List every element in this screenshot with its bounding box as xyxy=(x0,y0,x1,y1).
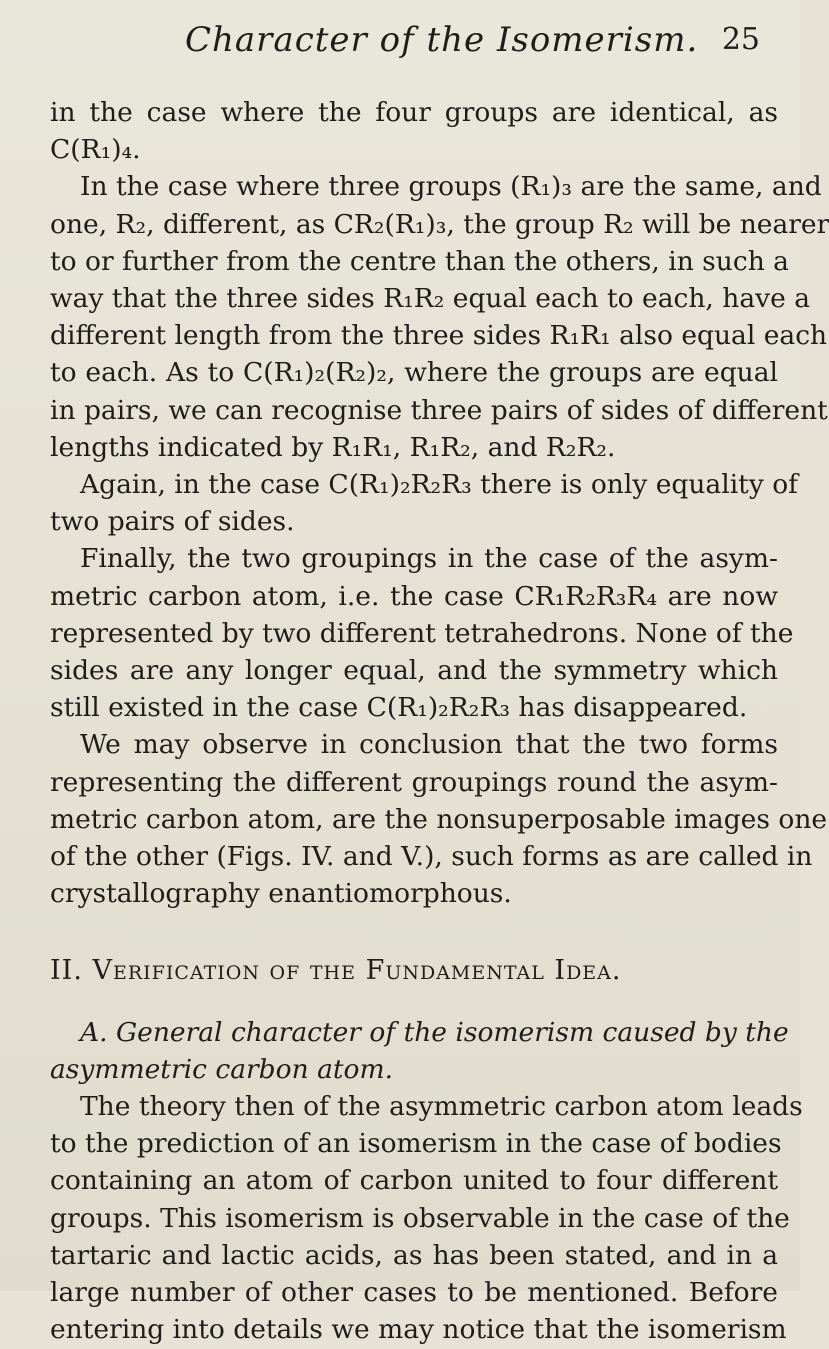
section-heading: II. Verification of the Fundamental Idea. xyxy=(50,955,622,987)
page-number: 25 xyxy=(721,22,760,57)
text-line: different length from the three sides R₁R₁ also equal each xyxy=(50,320,828,352)
running-head-title: Character of the Isomerism. xyxy=(185,20,699,60)
text-line: metric carbon atom, i.e. the case CR₁R₂R₃R₄ are now xyxy=(50,580,778,612)
text-line: way that the three sides R₁R₂ equal each to each, have a xyxy=(50,283,811,315)
text-line: to or further from the centre than the others, in such a xyxy=(50,245,789,277)
text-line: groups. This isomerism is observable in the case of the xyxy=(50,1202,790,1234)
text-line: We may observe in conclusion that the two forms xyxy=(80,729,778,761)
text-line: to the prediction of an isomerism in the case of bodies xyxy=(50,1128,782,1160)
text-line: The theory then of the asymmetric carbon atom leads xyxy=(80,1091,803,1123)
text-line: lengths indicated by R₁R₁, R₁R₂, and R₂R₂. xyxy=(50,431,616,463)
text-line: to each. As to C(R₁)₂(R₂)₂, where the groups are equal xyxy=(50,357,778,389)
subsection-heading: A. General character of the isomerism caused by the xyxy=(80,1016,789,1048)
text-line: of the other (Figs. IV. and V.), such forms as are called in xyxy=(50,841,813,873)
text-line: entering into details we may notice that the isomerism xyxy=(50,1314,787,1346)
running-head xyxy=(0,20,800,80)
subsection-heading-cont: asymmetric carbon atom. xyxy=(50,1053,394,1085)
text-line: represented by two different tetrahedrons. None of the xyxy=(50,617,794,649)
heading-spacer xyxy=(50,990,778,1014)
text-line: containing an atom of carbon united to four different xyxy=(50,1165,778,1197)
text-line: in pairs, we can recognise three pairs of sides of different xyxy=(50,394,828,426)
text-line: In the case where three groups (R₁)₃ are the same, and xyxy=(80,171,822,203)
text-line: one, R₂, different, as CR₂(R₁)₃, the group R₂ will be nearer xyxy=(50,208,829,240)
text-line: C(R₁)₄. xyxy=(50,134,141,166)
text-line: Finally, the two groupings in the case of the asym- xyxy=(80,543,778,575)
text-line: large number of other cases to be mentioned. Before xyxy=(50,1277,778,1309)
text-line: Again, in the case C(R₁)₂R₂R₃ there is only equality of xyxy=(80,469,798,501)
text-line: still existed in the case C(R₁)₂R₂R₃ has disappeared. xyxy=(50,692,748,724)
text-line: two pairs of sides. xyxy=(50,506,295,538)
text-line: metric carbon atom, are the nonsuperposable images one xyxy=(50,803,828,835)
text-line: sides are any longer equal, and the symmetry which xyxy=(50,655,778,687)
body-text xyxy=(50,94,829,1349)
section-spacer xyxy=(50,912,778,952)
text-line: representing the different groupings round the asym- xyxy=(50,766,778,798)
text-line: crystallography enantiomorphous. xyxy=(50,878,512,910)
text-line: in the case where the four groups are identical, as xyxy=(50,97,778,128)
text-line: tartaric and lactic acids, as has been stated, and in a xyxy=(50,1239,778,1271)
